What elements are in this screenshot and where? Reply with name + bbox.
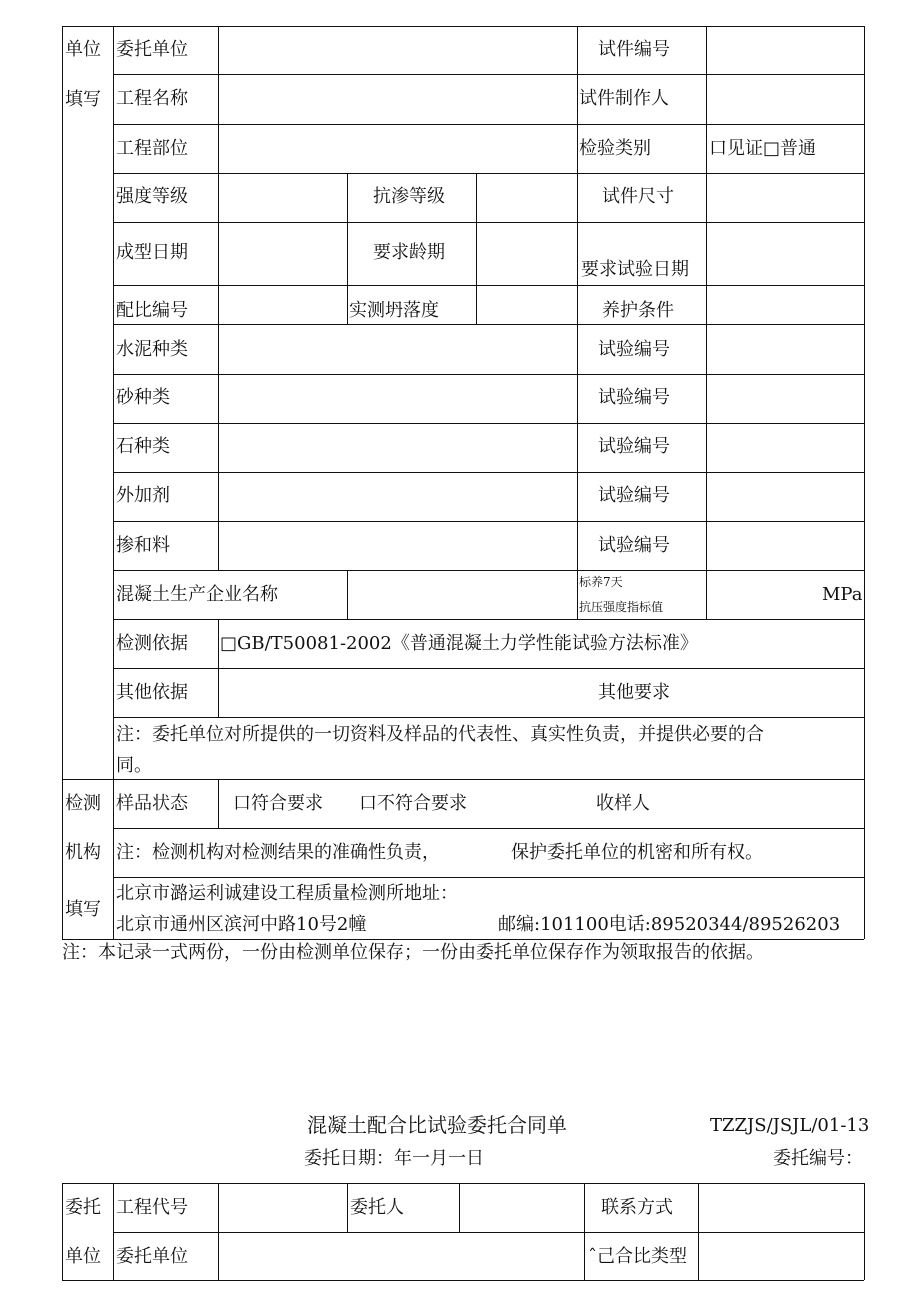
material-test-no-label: 试验编号 xyxy=(598,485,670,506)
lab-address: 北京市通州区滨河中路10号2幢 xyxy=(116,914,367,935)
form2-section-line1: 委托 xyxy=(65,1197,101,1218)
section-client-line1: 单位 xyxy=(65,39,101,60)
material-test-no-label: 试验编号 xyxy=(598,387,670,408)
mix-type-label: ˆ己合比类型 xyxy=(588,1246,687,1267)
basis-value[interactable]: □GB/T50081-2002《普通混凝土力学性能试验方法标准》 xyxy=(220,633,698,654)
material-test-no-label: 试验编号 xyxy=(598,535,670,556)
contact-label: 联系方式 xyxy=(601,1197,673,1218)
molding-date-label: 成型日期 xyxy=(116,242,188,263)
project-part-label: 工程部位 xyxy=(116,138,188,159)
sample-maker-label: 试件制作人 xyxy=(579,88,669,109)
client-unit-label: 委托单位 xyxy=(116,39,188,60)
conforming-checkbox[interactable]: 口符合要求 xyxy=(233,793,323,814)
material-name: 外加剂 xyxy=(116,485,170,506)
client-note-line2: 同。 xyxy=(116,755,152,776)
material-name: 砂种类 xyxy=(116,387,170,408)
other-basis-label: 其他依据 xyxy=(116,682,188,703)
lab-note-part2: 保护委托单位的机密和所有权。 xyxy=(511,842,763,863)
section-client-line2: 填写 xyxy=(65,89,101,110)
test-category-options[interactable]: 口见证□普通 xyxy=(709,138,817,159)
sample-size-label: 试件尺寸 xyxy=(602,186,674,207)
material-test-no-label: 试验编号 xyxy=(598,436,670,457)
other-requirements-label: 其他要求 xyxy=(598,682,670,703)
commission-no-label: 委托编号： xyxy=(773,1148,863,1169)
client-person-label: 委托人 xyxy=(350,1197,404,1218)
slump-label: 实测坍落度 xyxy=(349,300,439,321)
nonconforming-checkbox[interactable]: 口不符合要求 xyxy=(359,793,467,814)
material-name: 石种类 xyxy=(116,436,170,457)
test-category-label: 检验类别 xyxy=(579,138,651,159)
required-test-date-label: 要求试验日期 xyxy=(581,259,689,280)
curing-label: 养护条件 xyxy=(602,300,674,321)
form2-code: TZZJS/JSJL/01-13 xyxy=(710,1115,870,1136)
commission-date: 委托日期：年一月一日 xyxy=(304,1148,484,1169)
section-lab-line3: 填写 xyxy=(65,899,101,920)
strength-grade-label: 强度等级 xyxy=(116,186,188,207)
lab-note-part1: 注：检测机构对检测结果的准确性负责， xyxy=(116,842,440,863)
impermeability-label: 抗渗等级 xyxy=(373,186,445,207)
producer-label: 混凝土生产企业名称 xyxy=(116,584,278,605)
mpa-unit: MPa xyxy=(822,584,863,605)
material-name: 水泥种类 xyxy=(116,339,188,360)
sample-no-label: 试件编号 xyxy=(598,39,670,60)
client-note-line1: 注：委托单位对所提供的一切资料及样品的代表性、真实性负责，并提供必要的合 xyxy=(116,724,764,745)
material-name: 掺和料 xyxy=(116,535,170,556)
standard-cure-label-line2: 抗压强度指标值 xyxy=(579,600,664,614)
form2-section-line2: 单位 xyxy=(65,1246,101,1267)
receiver-label: 收样人 xyxy=(596,793,650,814)
project-code-label: 工程代号 xyxy=(116,1197,188,1218)
section-lab-line1: 检测 xyxy=(65,793,101,814)
form2-client-unit-label: 委托单位 xyxy=(116,1246,188,1267)
sample-state-label: 样品状态 xyxy=(116,793,188,814)
mix-no-label: 配比编号 xyxy=(116,300,188,321)
standard-cure-label-line1: 标养7天 xyxy=(579,575,623,589)
required-age-label: 要求龄期 xyxy=(373,242,445,263)
project-name-label: 工程名称 xyxy=(116,88,188,109)
lab-contact: 邮编:101100电话:89520344/89526203 xyxy=(498,914,841,935)
footer-note: 注：本记录一式两份，一份由检测单位保存；一份由委托单位保存作为领取报告的依据。 xyxy=(62,942,764,963)
lab-name: 北京市潞运利诚建设工程质量检测所地址： xyxy=(116,883,458,904)
basis-label: 检测依据 xyxy=(116,633,188,654)
section-lab-line2: 机构 xyxy=(65,842,101,863)
form2-title: 混凝土配合比试验委托合同单 xyxy=(307,1113,567,1137)
material-test-no-label: 试验编号 xyxy=(598,339,670,360)
